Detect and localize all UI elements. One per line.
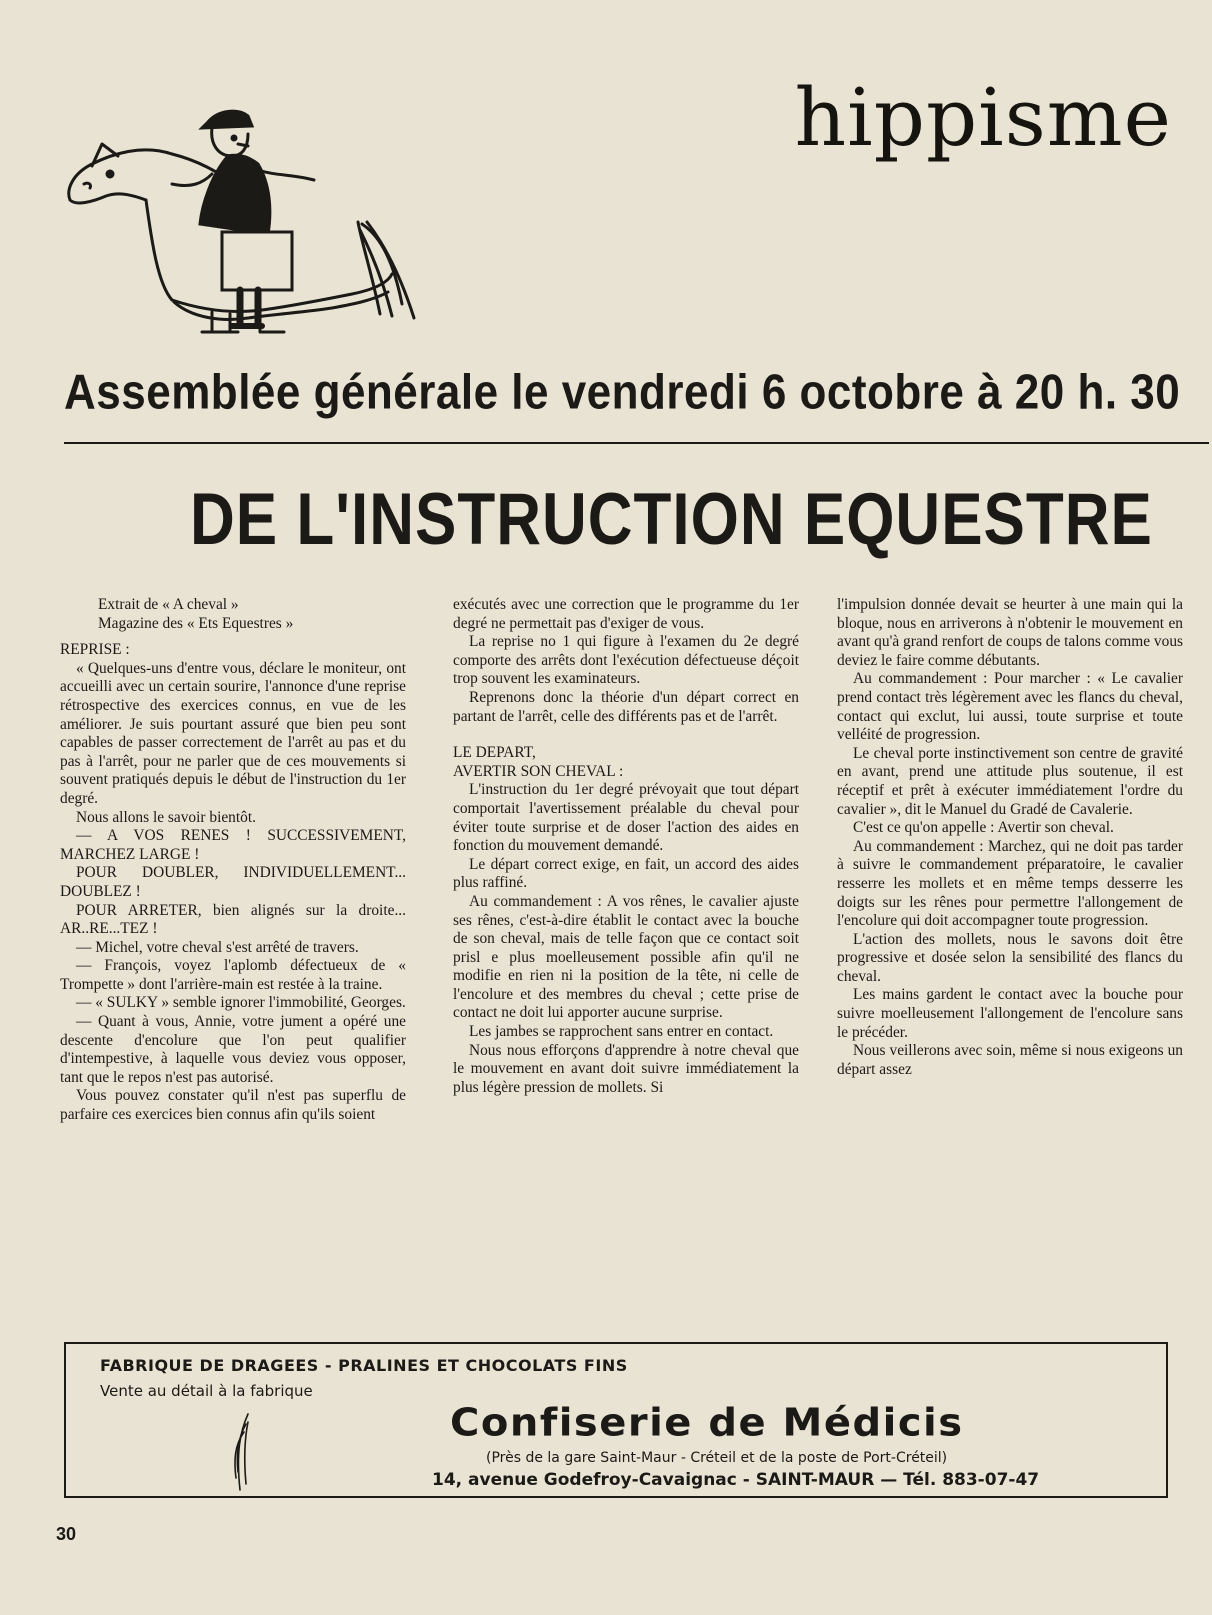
divider-rule [64,442,1209,444]
paragraph: exécutés avec une correction que le programme du 1er degré ne permettait pas d'exiger de vous. [453,596,799,632]
paragraph: Nous allons le savoir bientôt. [76,808,256,826]
ad-location-note: (Près de la gare Saint-Maur - Créteil et de la poste de Port-Créteil) [486,1450,948,1466]
paragraph: Reprenons donc la théorie d'un départ correct en partant de l'arrêt, celle des différents pas et de l'arrêt. [453,688,799,725]
subheading: AVERTIR SON CHEVAL : [453,762,624,780]
article-column-1 [60,596,406,1308]
paragraph: — Quant à vous, Annie, votre jument a opéré une descente d'encolure que l'on peut qualifier d'intempestive, à laquelle vous deviez vous opposer, tant que le repos n'est pas autorisé. [60,1013,406,1086]
paragraph: POUR DOUBLER, INDIVIDUELLEMENT... DOUBLEZ ! [60,864,406,900]
paragraph: L'action des mollets, nous le savons doit être progressive et dosée selon la sensibilité des flancs du cheval. [837,930,1183,985]
feather-icon [226,1412,266,1492]
paragraph: l'impulsion donnée devait se heurter à une main qui la bloque, nous en arriverons à n'obtenir le mouvement en avant qu'à grand renfort de coups de talons comme vous deviez le faire comme débutants. [837,596,1183,669]
paragraph: « Quelques-uns d'entre vous, déclare le moniteur, ont accueilli avec un certain sourire, l'annonce d'une reprise rétrospective des exercices connus, en vue de les améliorer. Je suis pourtant assuré que bien peu sont capables de passer correctement de l'arrêt au pas et du pas à l'arrêt, pour ne parler que de ces mouvements si souvent pratiqués depuis le début de l'instruction du 1er degré. [60,659,406,807]
source-line: Extrait de « A cheval » [98,596,239,613]
ad-tagline: FABRIQUE DE DRAGEES - PRALINES ET CHOCOLATS FINS [100,1356,628,1375]
paragraph: Au commandement : A vos rênes, le cavalier ajuste ses rênes, c'est-à-dire établit le contact avec la bouche de son cheval, mais de telle façon que ce contact soit prisl e plus moelleusement possible afin qu'il ne modifie en rien ni la position de la tête, ni celle de l'encolure et des membres du cheval ; cette prise de contact ne doit lui apporter aucune surprise. [453,892,799,1022]
paragraph: Les mains gardent le contact avec la bouche pour suivre moelleusement l'allongement de l'encolure sans le précéder. [837,986,1183,1041]
paragraph: REPRISE : [60,641,130,659]
paragraph: — Michel, votre cheval s'est arrêté de travers. [76,938,359,956]
paragraph: — François, voyez l'aplomb défectueux de « Trompette » dont l'arrière-main est restée à la traine. [60,957,406,993]
paragraph: C'est ce qu'on appelle : Avertir son cheval. [853,819,1114,837]
paragraph: POUR ARRETER, bien alignés sur la droite... AR..RE...TEZ ! [60,901,406,938]
paragraph: Le cheval porte instinctivement son centre de gravité en avant, prend une attitude plus soutenue, il est réceptif et prêt à exécuter immédiatement l'ordre du cavalier », dit le Manuel du Gradé de Cavalerie. [837,744,1183,818]
paragraph: — « SULKY » semble ignorer l'immobilité, Georges. [76,994,406,1012]
article-column-3 [837,596,1183,1308]
article-column-2 [453,596,799,1308]
paragraph: L'instruction du 1er degré prévoyait que tout départ comportait l'avertissement préalable du cheval pour éviter toute surprise et de doser l'action des aides en fonction du mouvement demandé. [453,781,799,855]
paragraph: Au commandement : Marchez, qui ne doit pas tarder à suivre le commandement préparatoire, le cavalier resserre les mollets et en même temps desserre les doigts sur les rênes pour permettre l'allongement de l'encolure qui doit accompagner toute progression. [837,837,1183,930]
ad-address: 14, avenue Godefroy-Cavaignac - SAINT-MAUR — Tél. 883-07-47 [432,1470,1040,1490]
paragraph: Vous pouvez constater qu'il n'est pas superflu de parfaire ces exercices bien connus afin qu'ils soient [60,1087,406,1124]
paragraph: Nous veillerons avec soin, même si nous exigeons un départ assez [837,1042,1183,1078]
paragraph: Le départ correct exige, en fait, un accord des aides plus raffiné. [453,855,799,892]
paragraph: Au commandement : Pour marcher : « Le cavalier prend contact très légèrement avec les flancs du cheval, contact qui exclut, lui aussi, toute surprise et toute velléité de progression. [837,670,1183,744]
paragraph: Nous nous efforçons d'apprendre à notre cheval que le mouvement en avant doit suivre immédiatement la plus légère pression de mollets. Si [453,1041,799,1096]
page-number: 30 [56,1524,77,1544]
source-line: Magazine des « Ets Equestres » [98,614,294,632]
meeting-headline: Assemblée générale le vendredi 6 octobre à 20 h. 30 [64,364,1181,420]
section-title: hippisme [794,71,1172,164]
ad-subline: Vente au détail à la fabrique [100,1382,313,1400]
ad-brand-name: Confiserie de Médicis [450,1401,964,1445]
paragraph: — A VOS RENES ! SUCCESSIVEMENT, MARCHEZ LARGE ! [60,827,406,863]
horse-rider-illustration [62,104,422,336]
article-headline: DE L'INSTRUCTION EQUESTRE [190,479,1153,561]
paragraph: La reprise no 1 qui figure à l'examen du 2e degré comporte des arrêts dont l'exécution défectueuse déçoit trop souvent les examinateurs. [453,633,799,688]
paragraph: Les jambes se rapprochent sans entrer en contact. [469,1023,774,1041]
article-body [60,596,1183,1308]
subheading: LE DEPART, [453,744,536,762]
confectionery-advertisement [64,1342,1168,1498]
